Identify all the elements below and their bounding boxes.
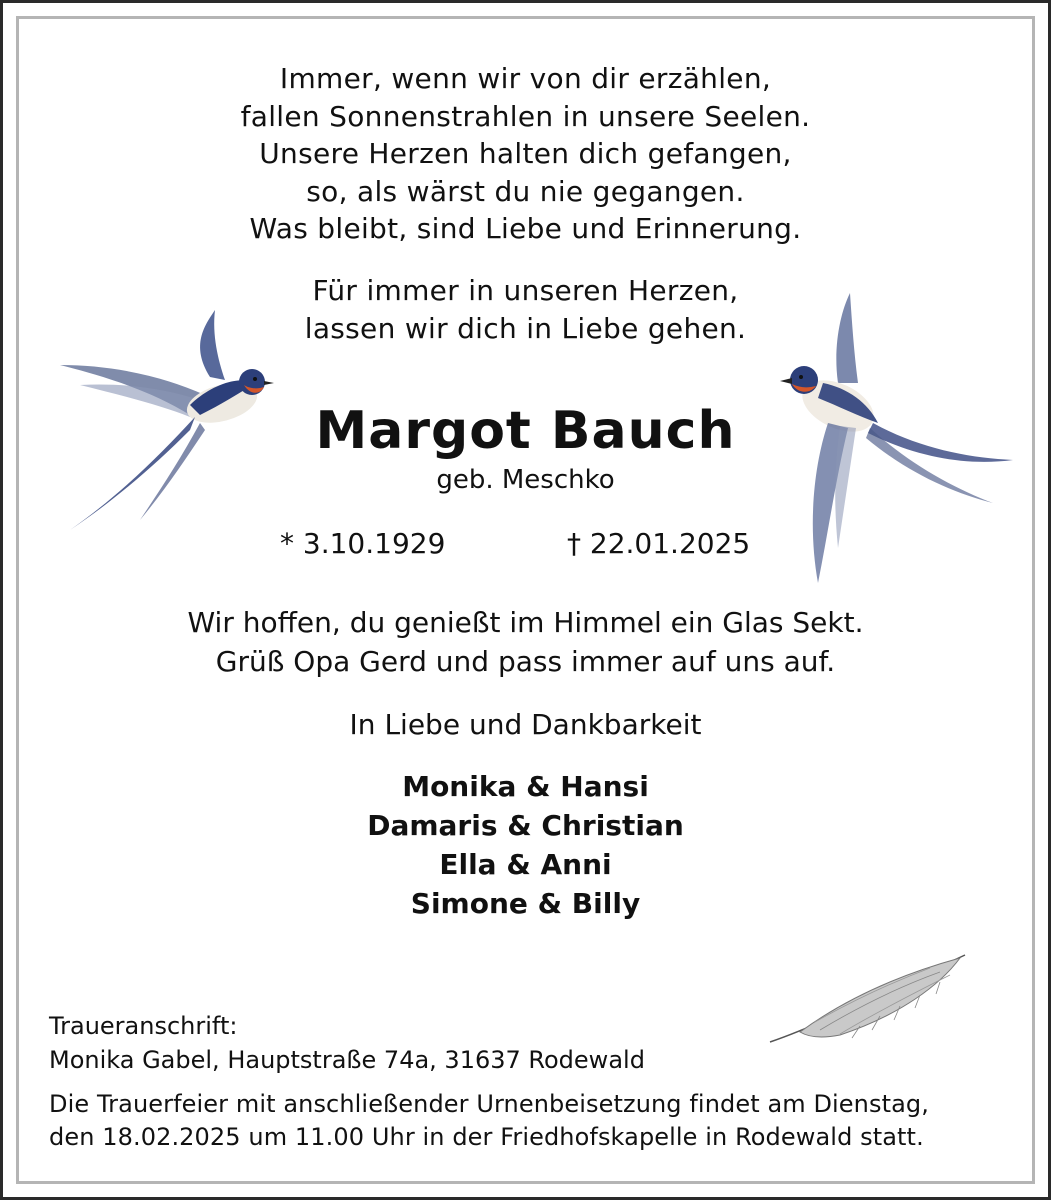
poem-line: Immer, wenn wir von dir erzählen, — [279, 62, 772, 95]
poem-line: lassen wir dich in Liebe gehen. — [304, 311, 747, 345]
mourner-entry: Ella & Anni — [439, 848, 612, 881]
poem-line: fallen Sonnenstrahlen in unsere Seelen. — [240, 99, 811, 133]
funeral-details — [49, 1088, 929, 1154]
mourner-entry: Monika & Hansi — [402, 770, 649, 803]
poem-line: so, als wärst du nie gegangen. — [306, 174, 745, 208]
poem-line: Für immer in unseren Herzen, — [312, 274, 739, 307]
deceased-name: Margot Bauch — [315, 401, 736, 461]
message-line: Grüß Opa Gerd und pass immer auf uns auf. — [215, 645, 836, 678]
poem-line: Was bleibt, sind Liebe und Erinnerung. — [249, 212, 802, 245]
mourning-address — [49, 1009, 645, 1077]
ceremony-line: Die Trauerfeier mit anschließender Urnenbeisetzung findet am Dienstag, — [49, 1090, 929, 1118]
closing-phrase: In Liebe und Dankbarkeit — [349, 708, 702, 741]
birth-date: * 3.10.1929 — [280, 527, 446, 560]
maiden-name: geb. Meschko — [436, 465, 615, 495]
address-value: Monika Gabel, Hauptstraße 74a, 31637 Rodewald — [49, 1046, 645, 1074]
poem-line: Unsere Herzen halten dich gefangen, — [259, 137, 792, 170]
personal-message — [0, 603, 1051, 681]
death-date: † 22.01.2025 — [567, 527, 751, 560]
mourner-entry: Damaris & Christian — [367, 809, 684, 842]
mourner-entry: Simone & Billy — [410, 887, 641, 920]
feather-illustration — [760, 950, 970, 1050]
mourners-list — [0, 767, 1051, 923]
message-line: Wir hoffen, du genießt im Himmel ein Glas Sekt. — [187, 606, 864, 639]
address-label: Traueranschrift: — [49, 1012, 238, 1040]
poem — [0, 60, 1051, 248]
ceremony-line: den 18.02.2025 um 11.00 Uhr in der Friedhofskapelle in Rodewald statt. — [49, 1123, 924, 1151]
